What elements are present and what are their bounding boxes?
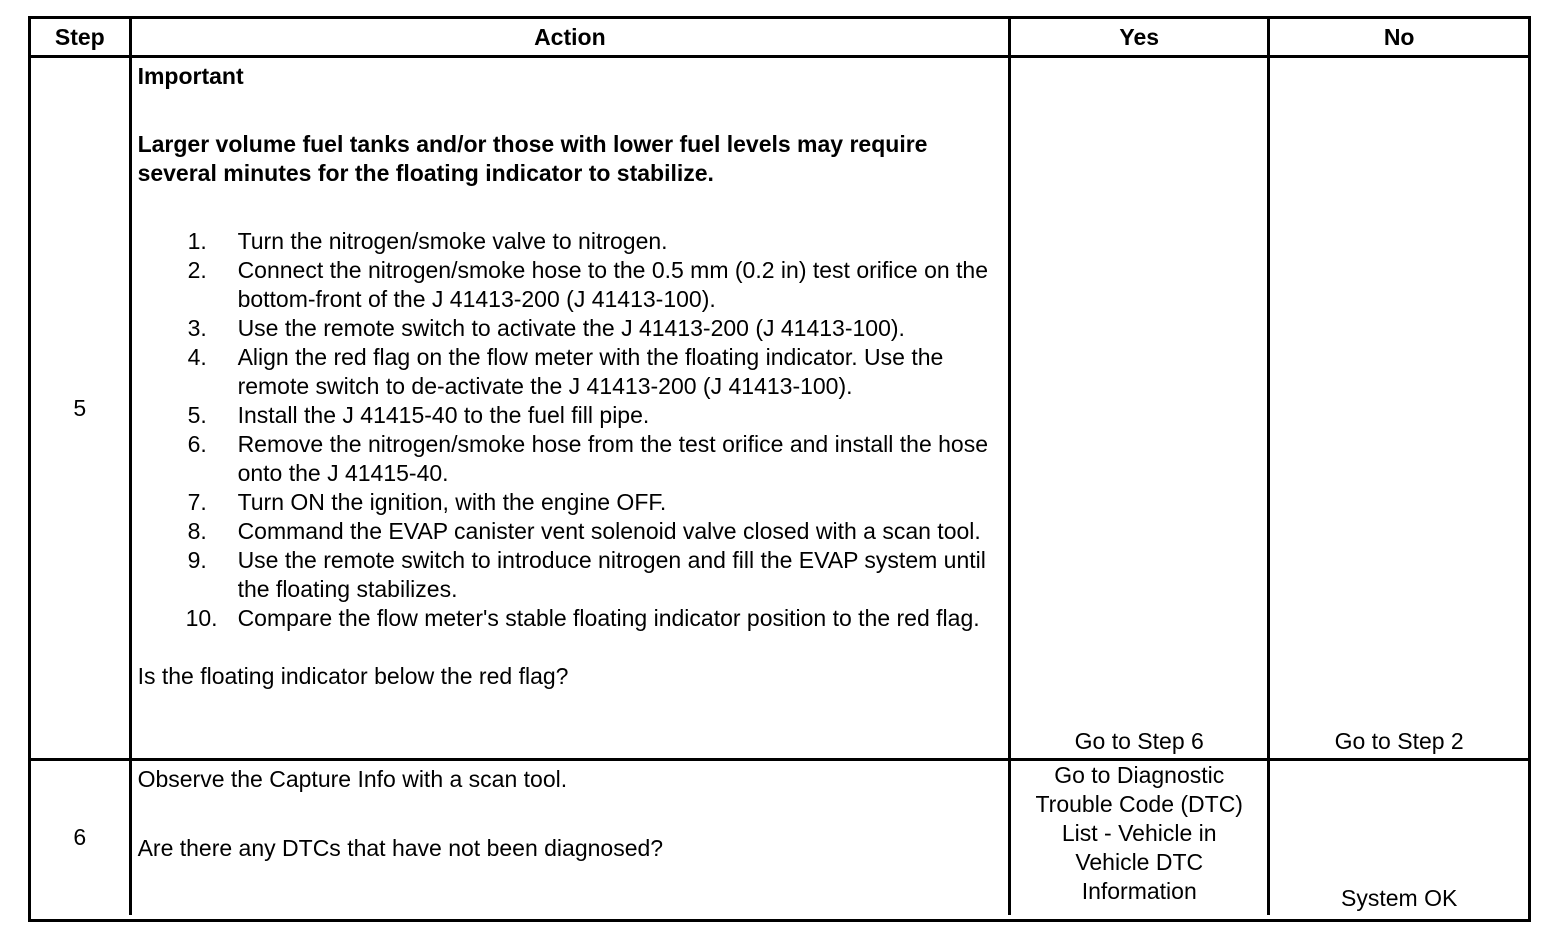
list-item: 7. Turn ON the ignition, with the engine OFF. xyxy=(187,489,667,515)
yes-result-line: List - Vehicle in xyxy=(1061,820,1217,846)
question-text: Is the floating indicator below the red flag? xyxy=(137,663,569,689)
list-item: 2. Connect the nitrogen/smoke hose to the 0.5 mm (0.2 in) test orifice on the bottom-front of the J 41413-200 (J 41413-100). xyxy=(187,257,989,312)
yes-result-line: Vehicle DTC xyxy=(1075,849,1204,875)
list-item: 1. Turn the nitrogen/smoke valve to nitrogen. xyxy=(187,228,668,254)
list-item: 3. Use the remote switch to activate the J 41413-200 (J 41413-100). xyxy=(187,315,905,341)
question-text: Are there any DTCs that have not been diagnosed? xyxy=(137,835,664,861)
action-cell xyxy=(130,760,1010,915)
step-number: 6 xyxy=(31,760,130,915)
yes-result-line: Go to Diagnostic xyxy=(1054,762,1225,788)
important-label: Important xyxy=(137,63,244,89)
table-row-step-5 xyxy=(31,57,1528,760)
instruction-text: Observe the Capture Info with a scan tool. xyxy=(137,766,568,792)
header-action: Action xyxy=(130,19,1010,57)
action-cell xyxy=(130,57,1010,760)
no-result: Go to Step 2 xyxy=(1269,57,1528,760)
list-item: 6. Remove the nitrogen/smoke hose from the test orifice and install the hose onto the J 41415-40. xyxy=(187,431,989,486)
list-item: 9. Use the remote switch to introduce nitrogen and fill the EVAP system until the floating stabilizes. xyxy=(187,547,986,602)
list-item: 8. Command the EVAP canister vent solenoid valve closed with a scan tool. xyxy=(187,518,981,544)
diagnostic-table-frame xyxy=(28,16,1531,922)
header-step: Step xyxy=(31,19,130,57)
table-row-step-6 xyxy=(31,760,1528,915)
header-yes: Yes xyxy=(1010,19,1269,57)
list-item: 10. Compare the flow meter's stable floating indicator position to the red flag. xyxy=(185,605,980,631)
yes-result: Go to Step 6 xyxy=(1010,57,1269,760)
list-item: 4. Align the red flag on the flow meter with the floating indicator. Use the remote switch to de-activate the J 41413-200 (J 41413-100). xyxy=(187,344,944,399)
procedure-steps-list xyxy=(138,227,1005,633)
yes-result-line: Trouble Code (DTC) xyxy=(1035,791,1243,817)
header-no: No xyxy=(1269,19,1528,57)
yes-result-line: Information xyxy=(1081,878,1197,904)
yes-result xyxy=(1010,760,1269,915)
step-number: 5 xyxy=(31,57,130,760)
header-row xyxy=(31,19,1528,57)
list-item: 5. Install the J 41415-40 to the fuel fill pipe. xyxy=(187,402,650,428)
no-result: System OK xyxy=(1269,760,1528,915)
important-note: Larger volume fuel tanks and/or those with lower fuel levels may require several minutes for the floating indicator to stabilize. xyxy=(137,131,928,186)
diagnostic-table xyxy=(31,19,1528,915)
